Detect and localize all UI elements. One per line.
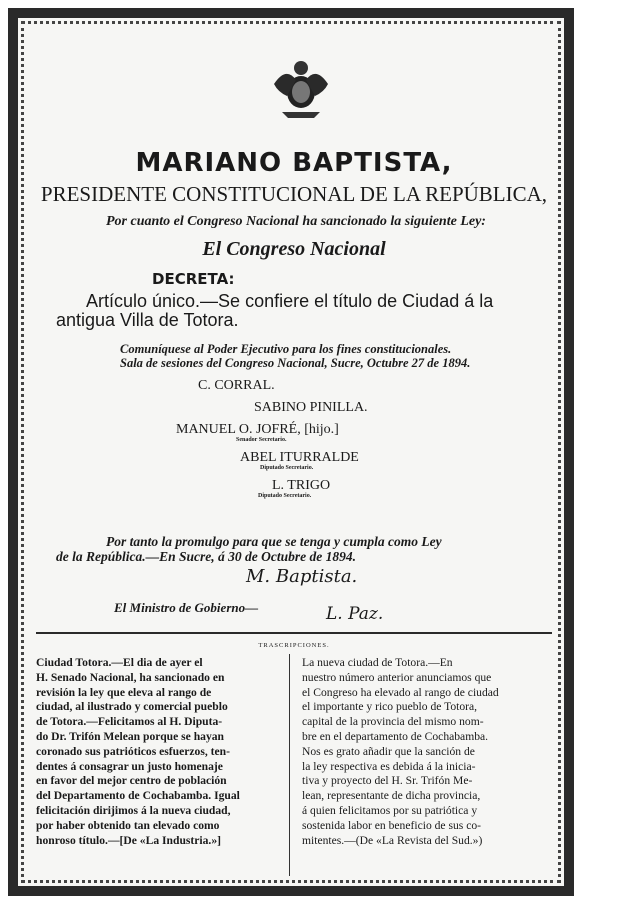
ministro-label: El Ministro de Gobierno— xyxy=(114,600,259,615)
promulgo-line-1: Por tanto la promulgo para que se tenga y cumpla como Ley xyxy=(106,534,442,549)
coat-of-arms-icon xyxy=(266,56,336,122)
right-line: nuestro número anterior anunciamos que xyxy=(302,670,492,684)
comuniquese-line-1: Comuníquese al Poder Ejecutivo para los fines constitucionales. xyxy=(120,342,452,356)
signature-iturralde-role: Diputado Secretario. xyxy=(260,465,314,471)
right-line: capital de la provincia del mismo nom- xyxy=(302,715,484,729)
articulo-line-1: Artículo único.—Se confiere el título de Ciudad á la xyxy=(86,291,494,311)
left-line: coronado sus patrióticos esfuerzos, ten- xyxy=(36,744,230,758)
right-line: tiva y proyecto del H. Sr. Trifón Me- xyxy=(302,774,473,788)
articulo-unico xyxy=(56,292,556,330)
transcripciones-heading: TRASCRIPCIONES. xyxy=(258,642,330,649)
baptista-signature: M. Baptista. xyxy=(246,566,358,587)
signature-corral: C. CORRAL. xyxy=(198,378,275,393)
promulgo-block xyxy=(56,534,551,564)
comuniquese-line-2: Sala de sesiones del Congreso Nacional, Sucre, Octubre 27 de 1894. xyxy=(120,356,471,370)
left-line: en favor del mejor centro de población xyxy=(36,774,227,788)
president-title: PRESIDENTE CONSTITUCIONAL DE LA REPÚBLICA, xyxy=(40,182,548,206)
signature-iturralde xyxy=(240,450,359,471)
articulo-line-2: antigua Villa de Totora. xyxy=(56,310,239,330)
right-line: á quien felicitamos por su patriótica y xyxy=(302,803,478,817)
right-line: Nos es grato añadir que la sanción de xyxy=(302,744,475,758)
left-line: do Dr. Trifón Melean porque se hayan xyxy=(36,729,224,743)
signature-trigo-name: L. TRIGO xyxy=(272,478,331,493)
left-line: H. Senado Nacional, ha sancionado en xyxy=(36,670,225,684)
signature-jofre-role: Senador Secretario. xyxy=(236,437,287,443)
right-line: La nueva ciudad de Totora.—En xyxy=(302,656,453,669)
left-line: por haber obtenido tan elevado como xyxy=(36,818,220,832)
right-column xyxy=(302,656,547,848)
right-line: lean, representante de dicha provincia, xyxy=(302,789,481,803)
decreta-heading: DECRETA: xyxy=(152,270,235,288)
paz-signature: L. Paz. xyxy=(326,604,384,624)
document-page xyxy=(36,38,552,880)
right-line: mitentes.—(De «La Revista del Sud.») xyxy=(302,833,483,847)
president-name: MARIANO BAPTISTA, xyxy=(135,148,453,178)
signature-pinilla: SABINO PINILLA. xyxy=(254,400,368,415)
signature-jofre xyxy=(176,422,339,443)
left-line: ciudad, al ilustrado y comercial pueblo xyxy=(36,700,228,714)
left-line: Ciudad Totora.—El dia de ayer el xyxy=(36,656,203,669)
right-line: bre en el departamento de Cochabamba. xyxy=(302,729,489,743)
column-divider xyxy=(289,654,290,876)
right-line: el Congreso ha elevado al rango de ciudad xyxy=(302,685,499,699)
congreso-heading: El Congreso Nacional xyxy=(202,238,386,260)
left-line: dentes á consagrar un justo homenaje xyxy=(36,759,223,773)
signature-trigo-role: Diputado Secretario. xyxy=(258,493,312,499)
right-line: sostenida labor en beneficio de sus co- xyxy=(302,818,482,832)
signature-jofre-name: MANUEL O. JOFRÉ, [hijo.] xyxy=(176,422,339,437)
signature-iturralde-name: ABEL ITURRALDE xyxy=(240,450,359,465)
left-line: del Departamento de Cochabamba. Igual xyxy=(36,789,240,803)
left-line: de Totora.—Felicitamos al H. Diputa- xyxy=(36,715,223,729)
right-line: el importante y rico pueblo de Totora, xyxy=(302,700,478,714)
right-line: la ley respectiva es debida á la inicia- xyxy=(302,759,476,773)
por-cuanto-line: Por cuanto el Congreso Nacional ha sancionado la siguiente Ley: xyxy=(106,214,486,229)
comuniquese-block xyxy=(120,342,550,370)
left-line: felicitación dirijimos á la nueva ciudad, xyxy=(36,803,231,817)
promulgo-line-2: de la República.—En Sucre, á 30 de Octubre de 1894. xyxy=(56,549,356,564)
signature-trigo xyxy=(258,478,331,499)
section-divider xyxy=(36,632,552,634)
left-line: honroso título.—[De «La Industria.»] xyxy=(36,833,221,847)
left-column xyxy=(36,656,281,848)
left-line: revisión la ley que eleva al rango de xyxy=(36,685,212,699)
